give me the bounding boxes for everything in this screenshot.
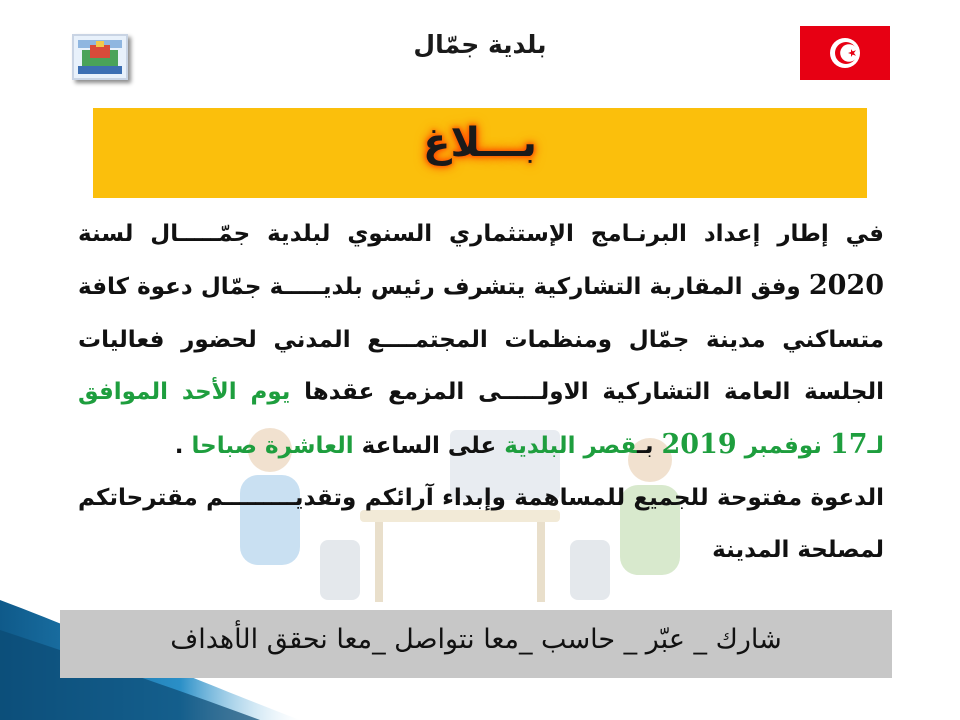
tunisia-flag-icon bbox=[800, 26, 890, 80]
sentence-end: . bbox=[174, 432, 184, 459]
meeting-date-day: 17 bbox=[829, 428, 868, 460]
meeting-day: يوم الأحد الموافق لـ bbox=[78, 379, 884, 459]
body-intro: في إطار إعداد البرنـامج الإستثماري السنوي لبلدية جمّـــــال لسنة bbox=[78, 221, 884, 247]
time-prefix: على الساعة bbox=[361, 432, 497, 459]
slogan: شارك _ عبّر _ حاسب _معا نتواصل _معا نحقق الأهداف bbox=[170, 624, 782, 655]
meeting-date-year: 2019 bbox=[661, 428, 737, 460]
body-invitation: وفق المقاربة التشاركية يتشرف رئيس بلديـــــة جمّال دعوة كافة متساكني مدينة جمّال ومنظمات المجتمــــع المدني لحضور فعاليات الجلسة العامة التشاركية الاولـــــى المزمع عقدها bbox=[78, 274, 884, 406]
body-closing: الدعوة مفتوحة للجميع للمساهمة وإبداء آرائكم وتقديـــــــــم مقترحاتكم لمصلحة المدينة bbox=[78, 485, 884, 564]
meeting-date-month: نوفمبر bbox=[744, 432, 822, 459]
meeting-time: العاشرة صباحا bbox=[191, 432, 354, 459]
meeting-location: قصر البلدية bbox=[504, 432, 637, 459]
municipality-logo bbox=[72, 34, 128, 80]
announcement-banner bbox=[93, 108, 867, 198]
municipality-name: بلدية جمّال bbox=[413, 30, 547, 59]
slogan-box bbox=[60, 610, 892, 678]
location-prefix: بـ bbox=[636, 432, 654, 459]
announcement-title: بـــلاغ bbox=[423, 120, 537, 166]
announcement-body bbox=[78, 208, 884, 577]
program-year: 2020 bbox=[808, 270, 884, 302]
